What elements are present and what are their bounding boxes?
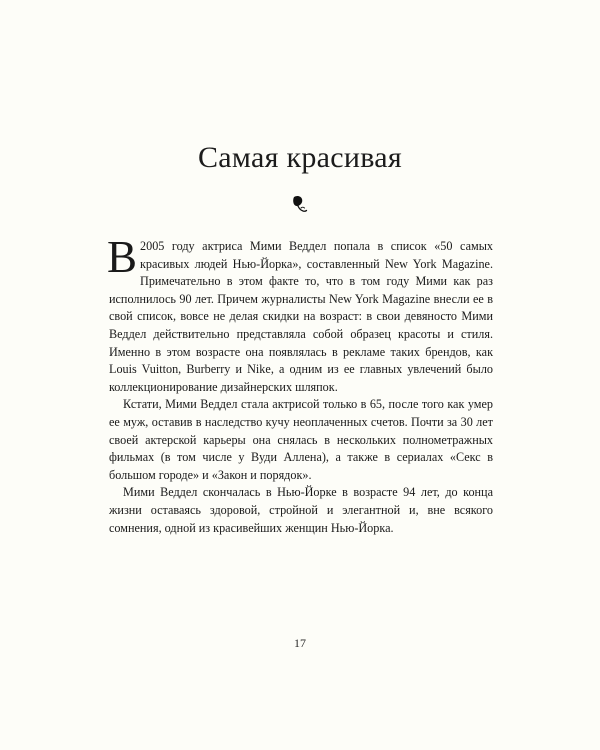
paragraph-3: Мими Веддел скончалась в Нью-Йорке в возрасте 94 лет, до конца жизни оставаясь здоровой, стройной и элегантной и, вне всякого сомнения, одной из красивейших женщин Нью-Йорка. — [109, 485, 493, 535]
chapter-title: Самая красивая — [197, 141, 403, 174]
article-body — [107, 232, 493, 537]
paragraph-1 — [107, 232, 493, 396]
drop-cap: В — [107, 232, 138, 282]
page-number: 17 — [294, 636, 306, 650]
paragraph-1-text: 2005 году актриса Мими Веддел попала в список «50 самых красивых людей Нью-Йорка», составленный New York Magazine. Примечательно в этом факте то, что в том году Мими как раз исполнилось 90 лет. Причем журналисты New York Magazine внесли ее в свой список, вовсе не делая скидки на возраст: в свои девяносто Мими Веддел действительно представляла собой образец красоты и стиля. Именно в этом возрасте она появлялась в рекламе таких брендов, как Louis Vuitton, Burberry и Nike, а одним из ее главных увлечений было коллекционирование дизайнерских шляпок. — [109, 239, 493, 394]
leaf-ornament-icon — [290, 194, 308, 214]
paragraph-2: Кстати, Мими Веддел стала актрисой только в 65, после того как умер ее муж, оставив в наследство кучу неоплаченных счетов. Почти за 30 лет своей актерской карьеры она снялась в нескольких полнометражных фильмах (в том числе у Вуди Аллена), а также в сериалах «Секс в большом городе» и «Закон и порядок». — [109, 397, 493, 482]
